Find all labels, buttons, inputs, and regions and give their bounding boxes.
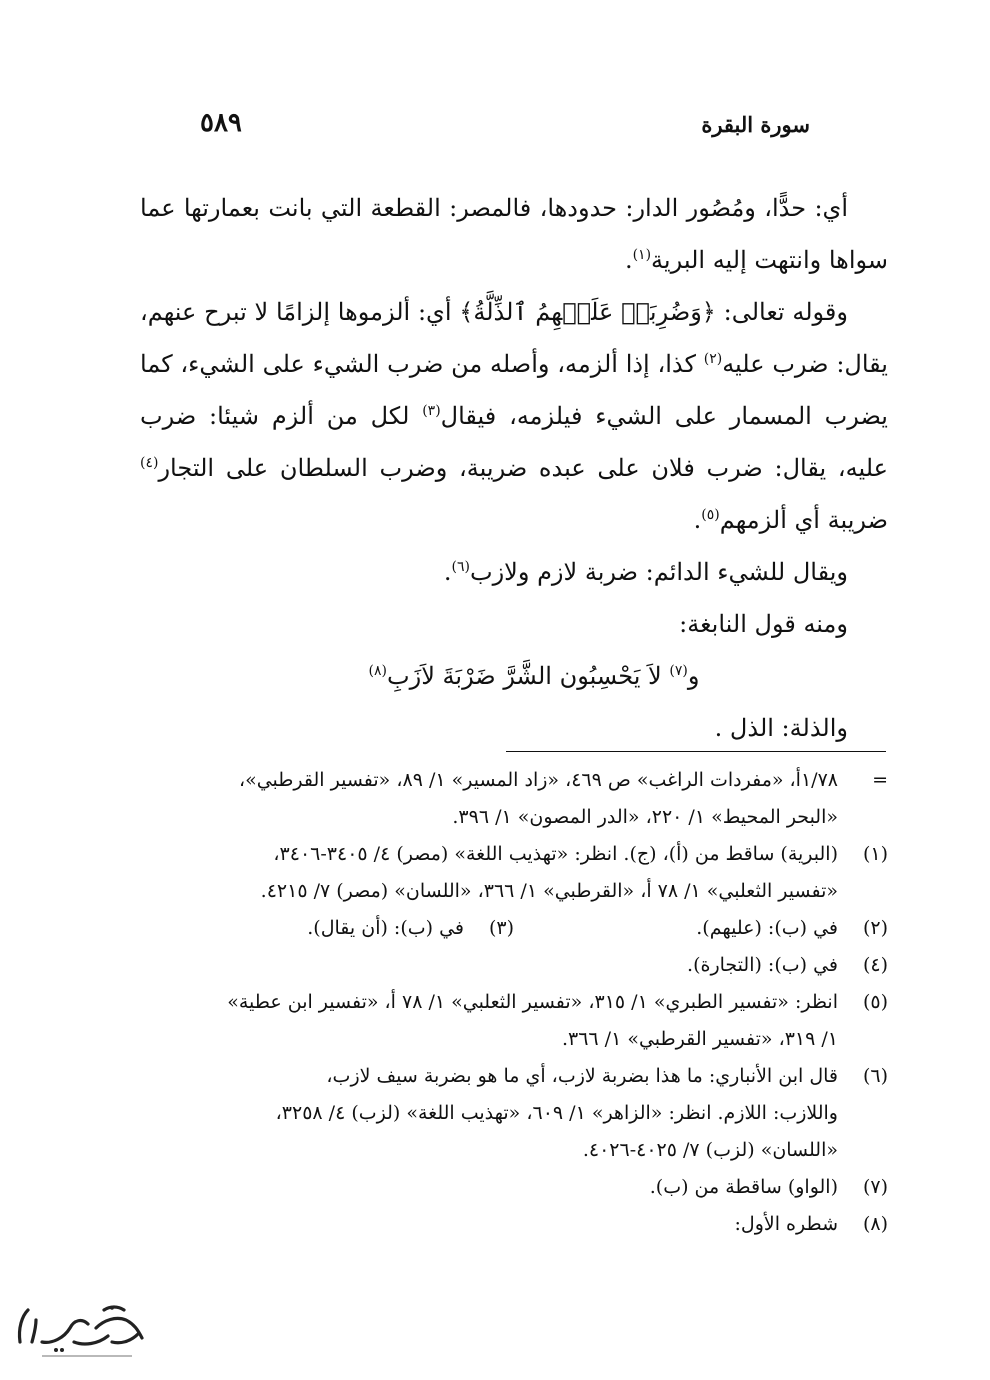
p1-end: . (624, 246, 633, 274)
footnote-4-text: في (ب): (التجارة). (687, 954, 838, 976)
p2-text-c: كذا، إذا ألزمه، وأصله من ضرب الشيء على الشيء، كما يضرب المسمار على الشيء فيلزمه، فيقال (140, 350, 888, 430)
footnote-6-line-1: قال ابن الأنباري: ما هذا بضربة لازب، أي ما هو بضربة سيف لازب، (326, 1065, 838, 1087)
p3-end: . (443, 558, 452, 586)
paragraph-1 (140, 182, 888, 286)
footnote-number: (٤) (862, 954, 888, 976)
footnote-number: (٥) (862, 991, 888, 1013)
poetry-verse (140, 650, 888, 702)
footnote-3-text: في (ب): (أن يقال). (307, 917, 464, 939)
paragraph-3 (140, 546, 888, 598)
footnote-number: (٢) (862, 917, 888, 939)
paragraph-5: والذلة: الذل . (714, 714, 848, 742)
footnote-6 (140, 1058, 888, 1169)
footnote-7-text: (الواو) ساقطة من (ب). (649, 1176, 838, 1198)
footnote-number: (٦) (862, 1065, 888, 1087)
footnote-1-line-1: (البرية) ساقط من (أ)، (ج). انظر: «تهذيب اللغة» (مصر) ٤/ ٣٤٠٥-٣٤٠٦، (273, 843, 838, 865)
p3-text: ويقال للشيء الدائم: ضربة لازم ولازب (469, 558, 848, 586)
footnote-7 (140, 1169, 888, 1206)
footnote-2 (514, 910, 888, 947)
footnote-4 (140, 947, 888, 984)
footnote-8-text: شطره الأول: (734, 1213, 838, 1235)
verse-text: لاَ يَحْسِبُون الشَّرَّ ضَرْبَةَ لاَزَبِ (387, 662, 670, 690)
footnotes (140, 762, 888, 1243)
page-header (200, 108, 810, 152)
paragraph-4: ومنه قول النابغة: (679, 610, 848, 638)
footnote-ref-3: (٣) (422, 403, 441, 419)
footnote-3 (140, 910, 514, 947)
p2-text-b: أي: ألزموها إلزامًا لا تبرح عنهم، يقال: ضرب عليه (140, 298, 888, 378)
footnote-continuation (140, 762, 888, 836)
footnote-1-line-2: «تفسير الثعلبي» ١/ ٧٨ أ، «القرطبي» ١/ ٣٦٦، «اللسان» (مصر) ٧/ ٤٢١٥. (260, 880, 838, 902)
footnote-separator (506, 751, 886, 752)
footnote-number: (٧) (862, 1176, 888, 1198)
footnotes-2-3 (140, 910, 888, 947)
footnote-number: (٨) (862, 1213, 888, 1235)
calligraphy-logo-icon (12, 1298, 152, 1364)
p2-text-e: ضريبة أي ألزمهم (719, 506, 888, 534)
footnote-6-line-2: واللازب: اللازم. انظر: «الزاهر» ١/ ٦٠٩، «تهذيب اللغة» (لزب) ٤/ ٣٢٥٨، (275, 1102, 838, 1124)
p1-line1: أي: حدًّا، ومُصُور الدار: حدودها، فالمصر: القطعة التي بانت (268, 194, 848, 222)
footnote-6-line-3: «اللسان» (لزب) ٧/ ٤٠٢٥-٤٠٢٦. (582, 1139, 838, 1161)
continuation-line-1: ١/٧٨أ، «مفردات الراغب» ص ٤٦٩، «زاد المسير» ١/ ٨٩، «تفسير القرطبي»، (238, 769, 838, 791)
footnote-ref-2: (٢) (703, 351, 723, 367)
footnote-ref-6: (٦) (451, 559, 470, 575)
footnote-8 (140, 1206, 888, 1243)
footnote-ref-8: (٨) (368, 663, 388, 679)
footnote-1 (140, 836, 888, 910)
page-number: ٥٨٩ (200, 108, 242, 138)
footnote-number: (١) (862, 843, 888, 865)
footnote-5-line-1: انظر: «تفسير الطبري» ١/ ٣١٥، «تفسير الثعلبي» ١/ ٧٨ أ، «تفسير ابن عطية» (227, 991, 838, 1013)
footnote-ref-4: (٤) (140, 455, 159, 471)
p2-intro: وقوله تعالى: (715, 298, 848, 326)
quran-verse: ﴿وَضُرِبَتۡ عَلَيۡهِمُ ٱلذِّلَّةُ﴾ (459, 298, 716, 326)
footnote-2-text: في (ب): (عليهم). (696, 917, 838, 939)
p1-line2: بعمارتها عما سواها وانتهت إليه البرية (140, 194, 888, 274)
footnote-ref-7: (٧) (669, 663, 688, 679)
main-text (140, 182, 888, 754)
footnote-5-line-2: ١/ ٣١٩، «تفسير القرطبي» ١/ ٣٦٦. (561, 1028, 838, 1050)
calligraphy-logo (12, 1298, 152, 1364)
continuation-line-2: «البحر المحيط» ١/ ٢٢٠، «الدر المصون» ١/ ٣٩٦. (452, 806, 838, 828)
paragraph-2 (140, 286, 888, 546)
p2-end: . (693, 506, 702, 534)
footnote-ref-1: (١) (632, 247, 652, 263)
footnote-number: (٣) (488, 917, 514, 939)
continuation-mark: = (872, 769, 888, 791)
p2-text-d: لكل من ألزم شيئا: ضرب عليه، يقال: ضرب فلان على عبده ضريبة، وضرب السلطان على التجار (140, 402, 888, 482)
verse-prefix: و (687, 662, 700, 690)
surah-title: سورة البقرة (701, 112, 810, 137)
footnote-5 (140, 984, 888, 1058)
footnote-ref-5: (٥) (701, 507, 720, 523)
